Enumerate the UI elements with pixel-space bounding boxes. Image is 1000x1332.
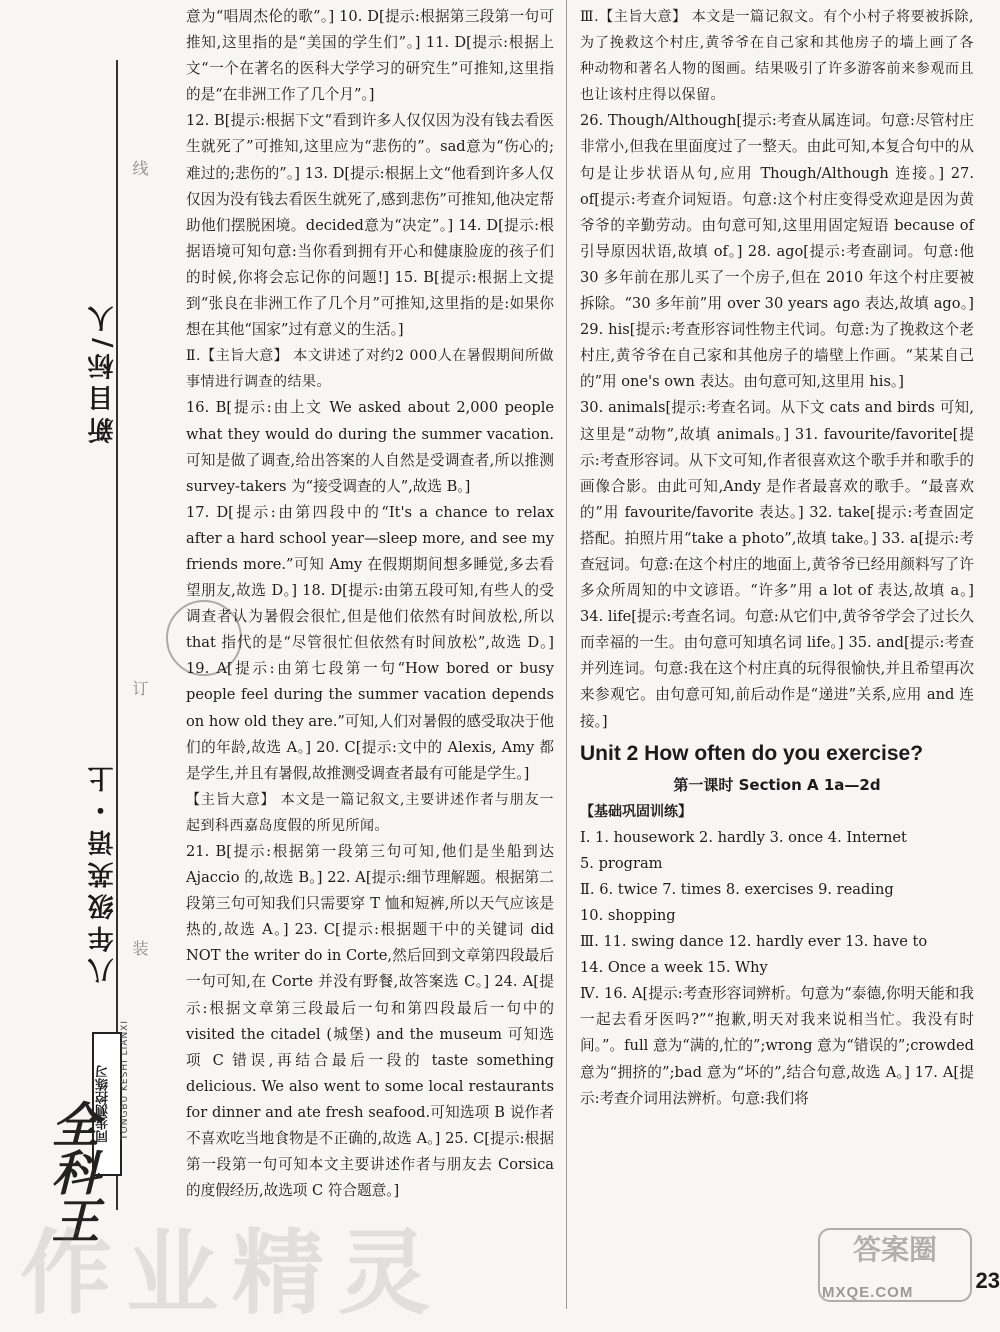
main-idea: Ⅱ.【主旨大意】 本文讲述了对约2 000人在暑假期间所做事情进行调查的结果。: [186, 348, 554, 391]
binding-mark-staple: 订: [130, 680, 149, 696]
watermark: 作业精灵: [20, 1219, 445, 1327]
brand-subtitle: TONGBU KESHI LIANXI: [120, 1020, 130, 1140]
main-idea: 【主旨大意】 本文是一篇记叙文,主要讲述作者与朋友一起到科西嘉岛度假的所见所闻。: [186, 791, 554, 834]
lesson-title: 第一课时 Section A 1a—2d: [673, 775, 881, 794]
answer-paragraph: 26. Though/Although[提示:考查从属连词。句意:尽管村庄非常小,但我在里面度过了一整天。由此可知,本复合句中的从句是让步状语从句,应用 Though/Although 连接。] 27. of[提示:考查介词短语。句意:这个村庄变得受欢迎是因为黄爷爷的辛勤劳动。由句意可知,这里用固定短语 because of 引导原因状语,故填 of。] 28. ago[提示:考查副词。句意:他 30 多年前在那儿买了一个房子,但在 2010 年这个村庄要被拆除。“30 多年前”用 over 30 years ago 表达,故填 ago。] 29. his[提示:考查形容词性物主代词。句意:为了挽救这个老村庄,黄爷爷在自己家和其他房子的墙壁上作画。“某某自己的”用 one's own 表达。由句意可知,这里用 his。]: [580, 112, 974, 391]
main-idea: Ⅲ.【主旨大意】 本文是一篇记叙文。有个小村子将要被拆除,为了挽救这个村庄,黄爷爷在自己家和其他房子的墙上画了各种动物和著名人物的图画。结果吸引了许多游客前来参观而且也让该村庄得以保留。: [580, 9, 974, 104]
brand-box: 同步测控练习: [92, 1032, 122, 1176]
answer-paragraph: 12. B[提示:根据下文“看到许多人仅仅因为没有钱去看医生就死了”可推知,这里应为“悲伤的”。sad意为“伤心的;难过的;悲伤的”。] 13. D[提示:根据上文“他看到许多人仅仅因为没有钱去看医生就死了,感到悲伤”可推知,他决定帮助他们摆脱困境。decided意为“决定”。] 14. D[提示:根据语境可知句意:当你看到拥有开心和健康脸庞的孩子们的时候,你将会忘记你的问题!] 15. B[提示:根据上文提到“张良在非洲工作了几个月”可推知,这里指的是:如果你想在其他“国家”过有意义的生活。]: [186, 112, 554, 339]
right-column: [580, 4, 974, 1112]
answer-line: 14. Once a week 15. Why: [580, 959, 768, 977]
answer-line: 5. program: [580, 854, 663, 872]
brand-logo: 全科王: [43, 1100, 99, 1244]
answer-line: Ⅲ. 11. swing dance 12. hardly ever 13. have to: [580, 933, 928, 951]
book-title: 八年级英语・上: [88, 760, 118, 984]
answer-line: Ⅰ. 1. housework 2. hardly 3. once 4. Internet: [580, 828, 907, 846]
unit-title: Unit 2 How often do you exercise?: [580, 741, 924, 765]
site-logo: 答案圈: [818, 1228, 972, 1302]
book-spine: [0, 0, 160, 1309]
answer-paragraph: Ⅳ. 16. A[提示:考查形容词辨析。句意为“泰德,你明天能和我一起去看牙医吗?”“抱歉,明天对我来说相当忙。我没有时间。”。full 意为“满的,忙的”;wrong 意为“错误的”;crowded 意为“拥挤的”;bad 意为“坏的”,结合句意,故选 A。] 17. A[提示:考查介词用法辨析。句意:我们将: [580, 985, 974, 1107]
answer-line: 10. shopping: [580, 907, 676, 924]
left-column: [186, 4, 554, 1204]
page-number: 23: [975, 1268, 1000, 1293]
edition-label: 新目标/人: [88, 300, 118, 444]
practice-heading: 【基础巩固训练】: [580, 803, 692, 820]
answer-paragraph: 17. D[提示:由第四段中的“It's a chance to relax after a hard school year—sleep more, and see my friends more.”可知 Amy 在假期期间想多睡觉,多去看望朋友,故选 D。] 18. D[提示:由第五段可知,有些人的受调查者认为暑假会很忙,但是他们依然有时间放松,所以 that 指代的是“尽管很忙但依然有时间放松”,故选 D。] 19. A[提示:由第七段第一句“How bored or busy people feel during the summer vacation depends on how old they are.”可知,人们对暑假的感受取决于他们的年龄,故选 A。] 20. C[提示:文中的 Alexis, Amy 都是学生,并且有暑假,故推测受调查者最有可能是学生。]: [186, 503, 554, 782]
answer-line: Ⅱ. 6. twice 7. times 8. exercises 9. reading: [580, 880, 894, 898]
column-divider: [566, 0, 567, 1309]
answer-paragraph: 16. B[提示:由上文 We asked about 2,000 people what they would do during the summer vacation.可知是做了调查,给出答案的人自然是受调查者,所以推测 survey-takers 为“接受调查的人”,故选 B。]: [186, 399, 554, 495]
answer-paragraph: 30. animals[提示:考查名词。从下文 cats and birds 可知,这里是“动物”,故填 animals。] 31. favourite/favorite[提示:考查形容词。从下文可知,作者很喜欢这个歌手并和歌手的画像合影。由此可知,Andy 是作者最喜欢的歌手。“最喜欢的”用 favourite/favorite 表达。] 32. take[提示:考查固定搭配。拍照片用“take a photo”,故填 take。] 33. a[提示:考查冠词。句意:在这个村庄的地面上,黄爷爷已经用颜料写了许多众所周知的中文谚语。“许多”用 a lot of 表达,故填 a。] 34. life[提示:考查名词。句意:从它们中,黄爷爷学会了过长久而幸福的一生。由句意可知填名词 life。] 35. and[提示:考查并列连词。句意:我在这个村庄真的玩得很愉快,并且希望再次来参观它。由句意可知,前后动作是“递进”关系,应用 and 连接。]: [580, 399, 974, 730]
binding-mark-line: 线: [130, 160, 149, 176]
answer-paragraph: 意为“唱周杰伦的歌”。] 10. D[提示:根据第三段第一句可推知,这里指的是“美国的学生们”。] 11. D[提示:根据上文“一个在著名的医科大学学习的研究生”可推知,这里指的是“在非洲工作了几个月”。]: [186, 8, 554, 104]
site-url: MXQE.COM: [822, 1284, 914, 1301]
binding-mark-bind: 装: [130, 940, 149, 956]
answer-paragraph: 21. B[提示:根据第一段第三句可知,他们是坐船到达 Ajaccio 的,故选 B。] 22. A[提示:细节理解题。根据第二段第三句可知我们只需要穿 T 恤和短裤,所以天气应该是热的,故选 A。] 23. C[提示:根据题干中的关键词 did NOT the writer do in Corte,然后回到文章第四段最后一句可知,在 Corte 并没有野餐,故答案选 C。] 24. A[提示:根据文章第三段最后一句和第四段最后一句中的 visited the citadel (城堡) and the museum 可知选项 C 错误,再结合最后一段的 taste something delicious. We also went to some local restaurants for dinner and ate fresh seafood.可知选项 B 说作者不喜欢吃当地食物是不正确的,故选 A。] 25. C[提示:根据第一段第一句可知本文主要讲述作者与朋友去 Corsica 的度假经历,故选项 C 符合题意。]: [186, 843, 554, 1200]
